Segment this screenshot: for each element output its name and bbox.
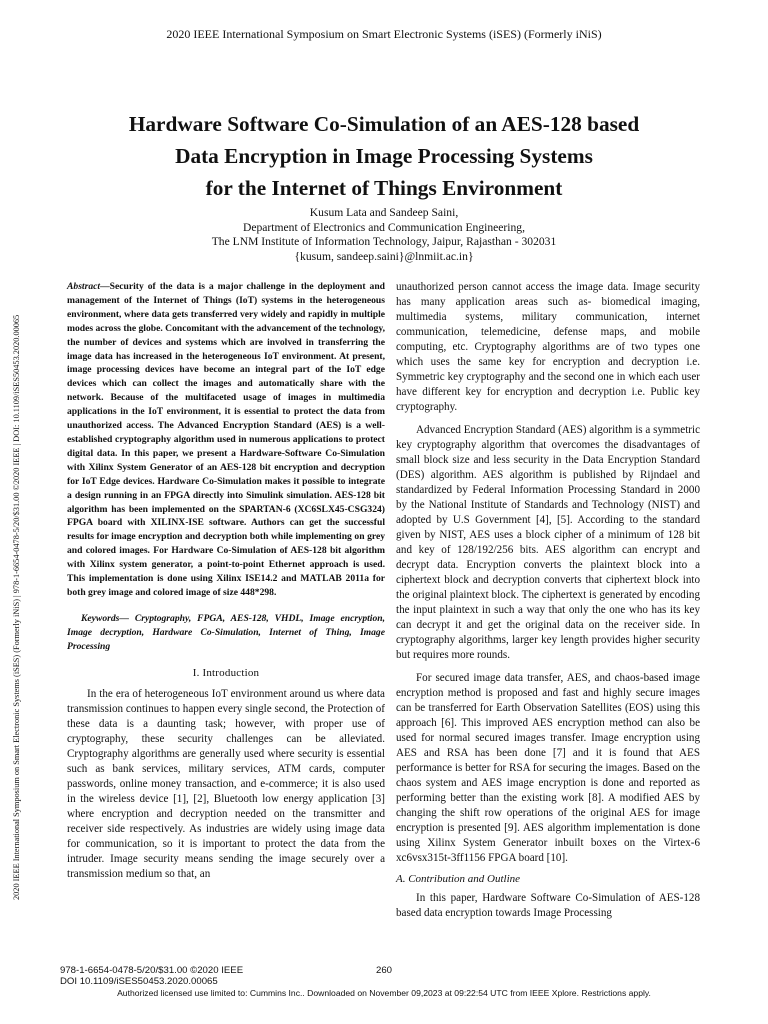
- left-column: [67, 280, 385, 882]
- section-heading-introduction: I. Introduction: [192, 666, 260, 679]
- abstract-text: —Security of the data is a major challenge in the deployment and management of the Internet of Things (IoT) systems in the heterogeneous environment, where data gets transferred very widely and rapidly in multiple modes across the globe. Concomitant with the advancement of the technology, the number of devices and systems which are involved in transferring the image data has increased in the heterogeneous IoT environment. At present, image processing devices have become an integral part of the IoT edge devices which can collect the images and automatically share with the network. Because of the multifaceted usage of images in multimedia applications in the IoT environment, it is essential to protect the data from unauthorized access. The Advanced Encryption Standard (AES) is a well-established cryptography algorithm used in numerous applications to protect digital data. In this paper, we present a Hardware-Software Co-Simulation with Xilinx System Generator of an AES-128 bit encryption and decryption for IoT Edge devices. Hardware Co-Simulation makes it possible to integrate a design running in an FPGA directly into Simulink simulation. AES-128 bit algorithm has been implemented on the SPARTAN-6 (XC6SLX45-CSG324) FPGA board with XILINX-ISE software. Authors can get the successful results for image encryption and decryption both while implementing on grey and colored images. For Hardware Co-Simulation of AES-128 bit algorithm with Xilinx system generator, a point-to-point Ethernet approach is used. This implementation is done using Xilinx ISE14.2 and MATLAB 2011a for both grey image and colored image of size 448*298.: [67, 281, 385, 598]
- title-line: Data Encryption in Image Processing Systems: [175, 144, 593, 168]
- subsection-heading-contribution: A. Contribution and Outline: [396, 873, 521, 885]
- author-institute: The LNM Institute of Information Technology, Jaipur, Rajasthan - 302031: [211, 235, 557, 248]
- paper-title: [0, 108, 768, 204]
- conference-header: 2020 IEEE International Symposium on Smart Electronic Systems (iSES) (Formerly iNiS): [166, 27, 602, 41]
- footer-isbn: 978-1-6654-0478-5/20/$31.00 ©2020 IEEE: [60, 965, 244, 976]
- author-emails: {kusum, sandeep.saini}@lnmiit.ac.in}: [294, 249, 474, 263]
- intro-paragraph: In the era of heterogeneous IoT environment around us where data transmission continues to happen every single second, the Protection of these data is a daunting task; however, with proper use of cryptography, these security challenges can be alleviated. Cryptography algorithms are generally used where security is essential such as bank services, military services, ATM cards, computer passwords, online money transaction, and e-commerce; it is also used in the wireless device [1], [2], Bluetooth low energy application [3] where encryption and decryption needed on the transmitter and receiver side respectively. As industries are widely using image data for communication, so it is important to protect the data from the intruder. Image security means sending the image securely over a transmission medium so that, an: [67, 687, 385, 880]
- keywords: Keywords— Cryptography, FPGA, AES-128, VHDL, Image encryption, Image decryption, Hardware Co-Simulation, Internet of Thing, Image Processing: [67, 612, 385, 652]
- body-paragraph: For secured image data transfer, AES, and chaos-based image encryption method is proposed and fast and highly secure images can be transferred for Earth Observation Satellites (EOS) using this approach [6]. This improved AES encryption method can also be used for normal secured images transfer. Image encryption using AES and RSA has been done [7] and it is found that AES performance is better for RSA for securing the images. Based on the chaos system and AES image encryption is done and reported as performing better than the existing work [8]. A modified AES by changing the shift row operations of the original AES for image encryption is presented [9]. AES algorithm implementation is done using Xilinx System Generator inbuilt boxes on the Virtex-6 xc6vsx315t-3ff1156 FPGA board [10].: [396, 672, 700, 864]
- title-line: Hardware Software Co-Simulation of an AES-128 based: [128, 112, 640, 136]
- author-block: [0, 206, 768, 264]
- body-paragraph: unauthorized person cannot access the image data. Image security has many application areas such as- biomedical imaging, multimedia systems, military communication, internet communication, telemedicine, defense maps, and mobile computing, etc. Cryptography algorithms are of two types one which uses the same key for encryption and decryption i.e. Symmetric key cryptography and the second one in which each user have different key for encryption and decryption i.e. Public key cryptography.: [396, 281, 700, 413]
- footer-doi: DOI 10.1109/iSES50453.2020.00065: [60, 976, 218, 987]
- right-column: [396, 280, 700, 921]
- page-number: 260: [375, 965, 392, 976]
- abstract: [67, 280, 385, 600]
- title-line: for the Internet of Things Environment: [205, 176, 563, 200]
- abstract-label: Abstract: [67, 281, 101, 292]
- side-margin-text: 2020 IEEE International Symposium on Smart Electronic Systems (iSES) (Formerly iNiS) | 978-1-6654-0478-5/20/$31.00 ©2020 IEEE | DOI: 10.1109/iSES50453.2020.00065: [12, 314, 21, 900]
- author-names: Kusum Lata and Sandeep Saini,: [309, 206, 459, 219]
- body-paragraph: Advanced Encryption Standard (AES) algorithm is a symmetric key cryptography algorithm that overcomes the disadvantages of small block size and less security in the Data Encryption Standard (DES) algorithm. AES algorithm is published by Rijndael and standardized by Federal Information Processing Standard in 2000 by the National Institute of Standards and Technology (NIST) and adopted by U.S Government [4], [5]. According to the standard given by NIST, AES uses a block cipher of a minimum of 128 bit and key of 128/192/256 bits. AES algorithm can encrypt and decrypt data. Encryption converts the plaintext block into a ciphertext block and decryption converts that ciphertext block into the original plaintext block. The ciphertext is generated by encoding the input plaintext in such a way that only the one who has its key can decrypt it and get the original data on the receiver side. In cryptography algorithms, larger key length provides higher security but requires more rounds.: [396, 424, 700, 661]
- license-notice: Authorized licensed use limited to: Cummins Inc.. Downloaded on November 09,2023 at 09:22:54 UTC from IEEE Xplore. Restrictions apply.: [117, 988, 651, 998]
- body-paragraph: In this paper, Hardware Software Co-Simulation of AES-128 based data encryption towards Image Processing: [396, 892, 700, 919]
- author-department: Department of Electronics and Communication Engineering,: [242, 220, 526, 234]
